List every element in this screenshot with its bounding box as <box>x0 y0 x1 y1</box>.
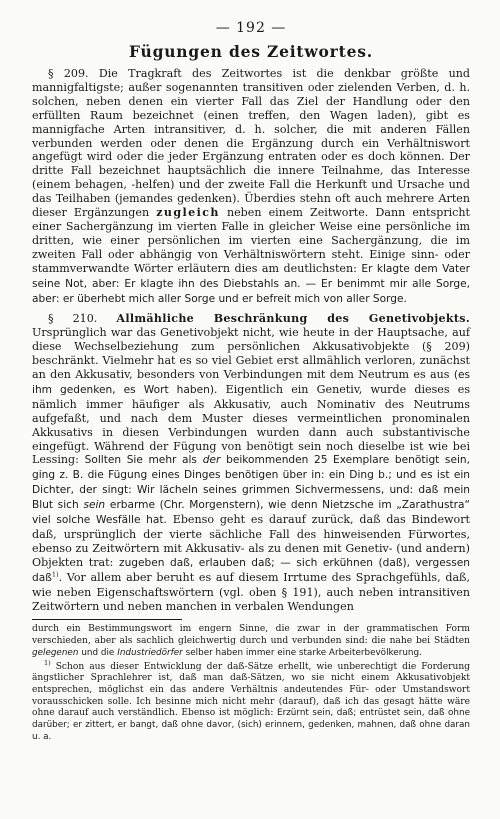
paragraph-text: neben einem Zeitworte. Dann entspricht einer Sachergänzung im vierten Falle in gleicher Weise eine persönliche im dritten, wie einer persönlichen im vierten eine Sachergänzung, die im zweiten Fall oder abhängig von Verhältniswörtern steht. Einige sinn- oder stammverwandte Wörter erläutern dies am deutlichsten: <box>32 206 470 275</box>
example-text: zugeben daß, erlauben daß; — sich erkühnen (daß), vergessen daß <box>32 556 470 584</box>
paragraph-number: § 209. <box>48 67 89 80</box>
paragraph-text: Die Tragkraft des Zeitwortes ist die denkbar größte und mannigfaltigste; außer sogenannten transitiven oder zielenden Verben, d. h. solchen, neben denen ein vierter Fall das Ziel der Handlung oder den erfüllten Raum bezeichnet (einen treffen, den Wagen laden), gibt es mannigfache Arten intransitiver, d. h. solcher, die mit anderen Fällen verbunden werden oder denen die Ergänzung durch ein Verhältniswort angefügt wird oder die jeder Ergänzung entraten oder es doch können. Der dritte Fall bezeichnet hauptsächlich die innere Teilnahme, das Interesse (einem behagen, -helfen) und der zweite Fall die Herkunft und Ursache und das Teilhaben (jemandes gedenken). Überdies stehn oft auch mehrere Arten dieser Ergänzungen <box>32 67 470 220</box>
example-text: Er klagte dem Vater seine Not, aber: Er klagte ihn des Diebstahls an. — Er benimmt mir alle Sorge, aber: er überhebt mich aller Sorge und er befreit mich von aller Sorge. <box>32 262 471 305</box>
paragraph-text: Ursprünglich war das Genetivobjekt nicht, wie heute in der Hauptsache, auf diese Wechselbeziehung zum persönlichen Akkusativobjekte (§ 209) beschränkt. Vielmehr hat es so viel Gebiet erst allmählich verloren, zunächst an den Akkusativ, besonders von Verbindungen mit dem Neutrum es aus <box>32 326 470 382</box>
paragraph-text: . Vor allem aber beruht es auf diesem Irrtume des Sprachgefühls, daß, wie neben Eigenschaftswörtern (vgl. oben § 191), auch neben intransitiven Zeitwörtern und neben manchen in verbalen Wendungen <box>32 570 470 613</box>
footnote-divider <box>32 619 182 620</box>
example-text: (es ihm gedenken, es Wort haben). <box>32 369 470 396</box>
emphasis-text: sein <box>83 499 106 512</box>
paragraph-209 <box>32 67 470 306</box>
footnote-text: Schon aus dieser Entwicklung der daß-Sätze erhellt, wie unberechtigt die Forderung ängstlicher Sprachlehrer ist, daß man daß-Sätzen, wo sie nicht einem Akkusativobjekt entsprechen, möglichst ein das andere Verhältnis andeutendes Für- oder Umstandswort vorausschicken solle. Ich besinne mich nicht mehr (darauf), daß ich das gesagt hätte wäre ohne darauf auch verständlich. Ebenso ist möglich: <box>32 661 470 719</box>
paragraph-210 <box>32 312 470 613</box>
example-text: erbarme (Chr. Morgenstern), wie denn Nietzsche im „Zarathustra“ viel solche Wesfälle hat. <box>32 499 470 527</box>
footnote-ref: 1) <box>51 570 59 579</box>
section-title: Fügungen des Zeitwortes. <box>129 42 373 61</box>
footnote-text: und die <box>81 647 115 658</box>
emphasis-text: der <box>202 454 221 467</box>
paragraph-number: § 210. <box>48 312 98 326</box>
page-number: — 192 — <box>215 20 287 36</box>
footnote-text: selber haben immer eine starke Arbeiterbevölkerung. <box>185 647 422 658</box>
example-text: beikommenden 25 Exemplare benötigt sein, ging z. B. die Fügung eines Dinges benötigen über in: ein Ding b.; und es ist ein Dichter, der singt: Wir lächeln seines grimmen Sichvermessens, und: daß mein Blut sich <box>32 454 470 512</box>
example-text: Sollten Sie mehr als <box>84 454 197 467</box>
spaced-word: zugleich <box>156 206 220 220</box>
emphasis-text: gelegenen <box>32 647 79 658</box>
paragraph-text: Eigentlich ein Genetiv, wurde dieses es nämlich immer häufiger als Akkusativ, auch Nominativ des Neutrums aufgefaßt, und nach dem Muster dieses vermeintlichen pronominalen Akkusativs in diesen Verbindungen wurden dann auch substantivische eingefügt. Während der Fügung von benötigt sein noch dieselbe ist wie bei Lessing: <box>32 382 471 467</box>
paragraph-heading: Allmähliche Beschränkung des Genetivobjekts. <box>116 312 470 326</box>
footnote-continued <box>32 624 470 659</box>
emphasis-text: Industriedörfer <box>117 647 183 658</box>
paragraph-text: Ebenso geht es darauf zurück, daß das Bindewort daß, ursprünglich der vierte sächliche Fall des hinweisenden Fürwortes, ebenso zu Zeitwörtern mit Akkusativ- als zu denen mit Genetiv- (und andern) Objekten trat: <box>32 513 470 569</box>
footnote-text: durch ein Bestimmungswort im engern Sinne, die zwar in der grammatischen Form verschieden, aber als sachlich gleichwertig durch und verbunden sind: die nahe bei Städten <box>32 624 470 647</box>
footnote-1 <box>32 658 470 744</box>
footnote-marker: 1) <box>44 658 51 667</box>
footnote-example: Erzürnt sein, daß; entrüstet sein, daß ohne darüber; er zittert, er bangt, daß ohne davor, (sich) erinnern, gedenken, mahnen, daß ohne daran u. a. <box>32 708 470 742</box>
